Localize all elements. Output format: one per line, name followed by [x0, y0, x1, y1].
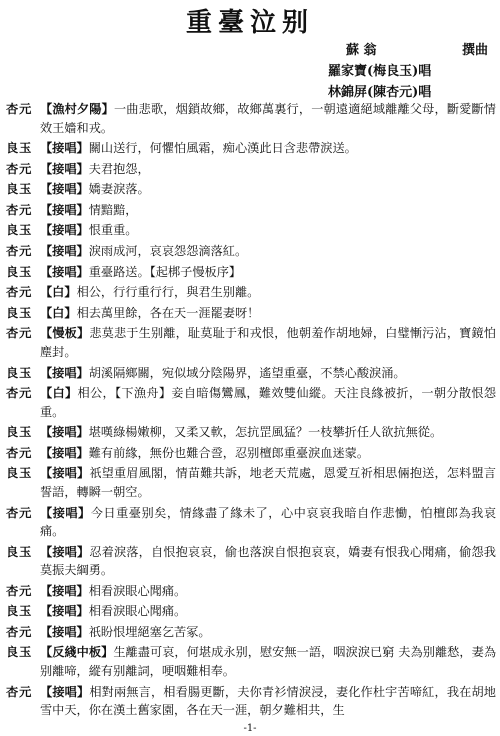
script-line — [6, 364, 496, 383]
script-line — [6, 423, 496, 442]
tune-tag: 【接唱】 — [40, 182, 89, 197]
script-body — [6, 100, 496, 722]
line-body — [40, 221, 496, 240]
line-body — [40, 582, 496, 601]
lyric-text: 一曲悲歌，烟鎖故鄉，故鄉萬裏行，一朝遠適絕域離離父母，斷愛斷情效王嬙和戎。 — [40, 102, 496, 135]
line-body — [40, 602, 496, 621]
lyric-text: 恨重重。 — [88, 223, 138, 238]
tune-tag: 【慢板】 — [40, 326, 90, 341]
script-line — [6, 304, 496, 323]
credits — [328, 40, 488, 103]
singer-line-1 — [328, 61, 488, 82]
lyric-text: 悲莫悲于生别離，耻莫耻于和戎恨，他朝羞作胡地婦，白璧慚污沾，寶鏡怕塵封。 — [40, 326, 496, 359]
page-number: -1- — [243, 723, 257, 734]
tune-tag: 【接唱】 — [40, 223, 89, 238]
lyric-text: 情黯黯， — [88, 202, 138, 217]
tune-tag: 【接唱】 — [40, 466, 90, 481]
speaker-label: 杏元 — [6, 386, 33, 401]
lyric-text: 胡溪隔鄉關，宛似域分陰陽界，遙望重臺，不禁心酸淚涌。 — [88, 365, 406, 380]
tune-tag: 【白】 — [40, 285, 77, 300]
script-line — [6, 180, 496, 199]
lyric-text: 相去萬里餘，各在天一涯罷妻呀！ — [76, 305, 260, 320]
lyric-text: 淚雨成河，哀哀怨怨滴落紅。 — [88, 244, 248, 259]
script-line — [6, 221, 496, 240]
line-body — [40, 139, 496, 158]
line-body — [40, 423, 496, 442]
tune-tag: 【接唱】 — [40, 583, 89, 598]
speaker-label: 杏元 — [6, 285, 33, 300]
script-line — [6, 543, 496, 580]
script-line — [6, 384, 496, 421]
script-line — [6, 683, 496, 720]
script-line — [6, 283, 496, 302]
speaker-label: 杏元 — [6, 445, 33, 460]
speaker-label: 良玉 — [6, 223, 33, 238]
lyric-text: 夫君抱怨， — [88, 161, 150, 176]
speaker-label: 良玉 — [6, 466, 33, 481]
script-line — [6, 100, 496, 137]
line-body — [40, 263, 496, 282]
line-body — [40, 643, 496, 680]
speaker-label: 良玉 — [6, 305, 33, 320]
script-line — [6, 623, 496, 642]
script-line — [6, 504, 496, 541]
script-line — [6, 444, 496, 463]
speaker-label: 良玉 — [6, 645, 33, 660]
lyric-text: 相對兩無言，相看腸更斷，夫你青衫情淚浸，妻化作杜宇苦啼紅，我在胡地雪中天，你在漢土舊家園，各在天一涯，朝夕難相共，生 — [40, 684, 496, 718]
speaker-label: 杏元 — [6, 505, 33, 520]
script-line — [6, 602, 496, 621]
script-line — [6, 582, 496, 601]
lyric-text: 忍着淚落，自恨抱哀哀，偷也落淚自恨抱哀哀，嬌妻有恨我心聞痛，偷怨我莫振夫綱勇。 — [40, 544, 496, 578]
speaker-label: 良玉 — [6, 264, 33, 279]
tune-tag: 【接唱】 — [40, 425, 89, 440]
tune-tag: 【接唱】 — [40, 445, 89, 460]
speaker-label: 良玉 — [6, 141, 33, 156]
tune-tag: 【接唱】 — [40, 604, 89, 619]
lyric-text: 相看淚眼心聞痛。 — [88, 604, 187, 619]
speaker-label: 良玉 — [6, 425, 33, 440]
line-body — [40, 384, 496, 421]
speaker-label: 良玉 — [6, 365, 33, 380]
lyric-text: 相公，【下漁舟】妾自暗傷鸞鳳，難效雙仙縱。天注良緣被折，一朝分散恨怨重。 — [40, 386, 496, 419]
speaker-label: 杏元 — [6, 326, 33, 341]
speaker-label: 杏元 — [6, 684, 33, 699]
line-body — [40, 504, 496, 541]
script-line — [6, 263, 496, 282]
line-body — [40, 283, 496, 302]
script-line — [6, 242, 496, 261]
tune-tag: 【接唱】 — [40, 202, 89, 217]
lyric-text: 生離盡可哀，何堪成永别，慰安無一語，咽淚淚已窮 夫為别離愁，妻為别離啼，縱有别離詞，哽咽難相奉。 — [40, 645, 496, 678]
line-body — [40, 464, 496, 501]
tune-tag: 【反綫中板】 — [40, 645, 114, 660]
lyric-text: 祇望重眉風閣，情苗難共訴，地老天荒處，恩愛互祈相思倆抱送，怎料盟言誓語，轉瞬一朝空。 — [40, 466, 496, 499]
line-body — [40, 160, 496, 179]
line-body — [40, 100, 496, 137]
tune-tag: 【漁村夕陽】 — [40, 102, 114, 116]
page-title: 重臺泣别 — [185, 8, 314, 38]
script-line — [6, 324, 496, 361]
tune-tag: 【接唱】 — [40, 141, 89, 156]
line-body — [40, 242, 496, 261]
singer-2: 林錦屏(陳杏元)唱 — [328, 85, 432, 100]
lyric-text: 嬌妻淚落。 — [88, 182, 150, 197]
tune-tag: 【接唱】 — [40, 684, 90, 699]
line-body — [40, 364, 496, 383]
tune-tag: 【接唱】 — [40, 544, 90, 559]
line-body — [40, 324, 496, 361]
lyric-text: 相看淚眼心聞痛。 — [88, 583, 187, 598]
speaker-label: 杏元 — [6, 102, 33, 116]
speaker-label: 杏元 — [6, 583, 33, 598]
lyric-text: 堪嘆綠楊嫩柳，又柔又軟，怎抗罡風猛？一枝攀折任人欲抗無從。 — [88, 425, 443, 440]
tune-tag: 【接唱】 — [40, 624, 89, 639]
speaker-label: 良玉 — [6, 604, 33, 619]
tune-tag: 【接唱】 — [40, 505, 91, 520]
script-line — [6, 139, 496, 158]
speaker-label: 杏元 — [6, 624, 33, 639]
speaker-label: 良玉 — [6, 182, 33, 197]
tune-tag: 【白】 — [40, 386, 78, 401]
script-line — [6, 643, 496, 680]
lyric-text: 難有前緣，無份也難合巹，忍别檀郎重臺淚血迷蒙。 — [88, 445, 370, 460]
script-line — [6, 160, 496, 179]
line-body — [40, 623, 496, 642]
tune-tag: 【接唱】 — [40, 264, 89, 279]
line-body — [40, 683, 496, 720]
lyric-text: 今日重臺别矣，情緣盡了緣未了，心中哀哀我暗自作悲慟，怕檀郎為我哀痛。 — [40, 505, 496, 538]
tune-tag: 【接唱】 — [40, 365, 89, 380]
author-role: 撰曲 — [461, 43, 488, 58]
lyric-text: 祇盼恨埋絕塞乞苦冢。 — [88, 624, 211, 639]
speaker-label: 杏元 — [6, 244, 33, 259]
line-body — [40, 304, 496, 323]
singer-1: 羅家寶(梅良玉)唱 — [328, 64, 432, 79]
tune-tag: 【白】 — [40, 305, 77, 320]
script-line — [6, 464, 496, 501]
author-line — [328, 40, 488, 61]
script-line — [6, 201, 496, 220]
author-name: 蘇 翁 — [346, 43, 377, 58]
line-body — [40, 201, 496, 220]
speaker-label: 杏元 — [6, 202, 33, 217]
tune-tag: 【接唱】 — [40, 244, 89, 259]
lyric-text: 關山送行，何懼怕風霜，痴心漢此日含悲帶淚送。 — [88, 141, 357, 156]
speaker-label: 良玉 — [6, 544, 33, 559]
tune-tag: 【接唱】 — [40, 161, 89, 176]
lyric-text: 重臺路送。【起梆子慢板序】 — [88, 264, 242, 279]
line-body — [40, 543, 496, 580]
speaker-label: 杏元 — [6, 161, 33, 176]
lyric-text: 相公，行行重行行，與君生别離。 — [76, 285, 260, 300]
line-body — [40, 444, 496, 463]
line-body — [40, 180, 496, 199]
